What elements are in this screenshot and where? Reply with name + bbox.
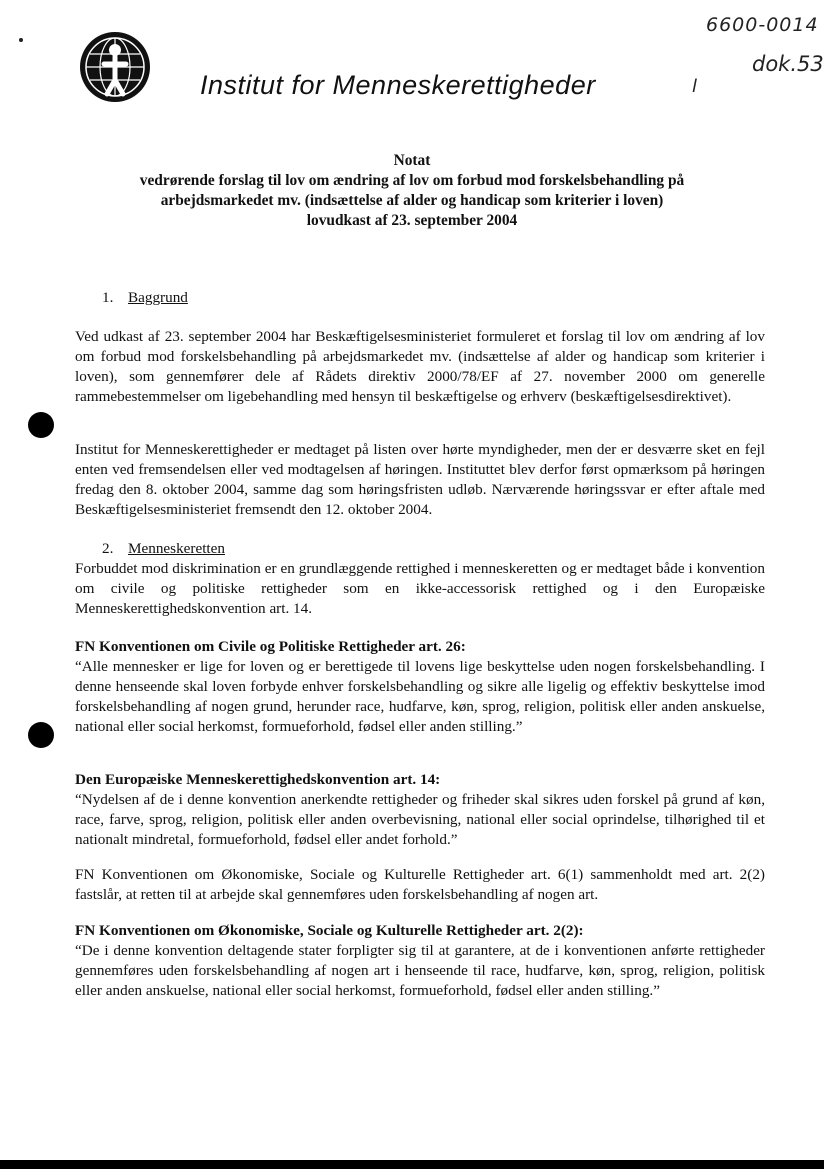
- section-number: 1.: [102, 289, 114, 306]
- memo-heading: [0, 151, 824, 231]
- handwritten-document-ref: dok.53: [752, 52, 824, 76]
- memo-title: Notat: [393, 152, 431, 169]
- institute-logo-icon: [78, 30, 152, 104]
- section-number: 2.: [102, 540, 114, 557]
- paragraph-icescr: FN Konventionen om Økonomiske, Sociale og Kulturelle Rettigheder art. 6(1) sammenholdt med art. 2(2) fastslår, at retten til at arbejde skal gennemføres uden forskelsbehandling af nogen art.: [75, 866, 765, 903]
- quote-icescr-art2: [75, 921, 765, 1001]
- quote-text: “Nydelsen af de i denne konvention anerkendte rettigheder og friheder skal sikres uden forskel på grund af køn, race, farve, sprog, religion, politisk eller anden overbevisning, national eller social oprindelse, tilhørighed til et nationalt mindretal, formueforhold, fødsel eller andet forhold.”: [75, 791, 765, 848]
- quote-text: “Alle mennesker er lige for loven og er berettigede til lovens lige beskyttelse uden nogen forskelsbehandling. I denne henseende skal loven forbyde enhver forskelsbehandling og sikre alle ligelig og effektiv beskyttelse imod forskelsbehandling af nogen grund, herunder race, hudfarve, køn, sprog, religion, politisk eller anden anskuelse, national eller social herkomst, formueforhold, fødsel eller anden stilling.”: [75, 658, 765, 735]
- institute-name: Institut for Menneskerettigheder: [200, 70, 596, 100]
- punch-hole-top: [28, 412, 54, 438]
- quote-heading: Den Europæiske Menneskerettighedskonvention art. 14:: [75, 771, 441, 788]
- paragraph-background-2: Institut for Menneskerettigheder er medtaget på listen over hørte myndigheder, men der er desværre sket en fejl enten ved fremsendelsen eller ved modtagelsen af høringen. Instituttet blev derfor først opmærksom på høringen fredag den 8. oktober 2004, samme dag som høringsfristen udløb. Nærværende høringssvar er efter aftale med Beskæftigelsesministeriet fremsendt den 12. oktober 2004.: [75, 441, 765, 518]
- paragraph-background-1: Ved udkast af 23. september 2004 har Beskæftigelsesministeriet formuleret et forslag til lov om ændring af lov om forbud mod forskelsbehandling på arbejdsmarkedet mv. (indsættelse af alder og handicap som kriterier i loven), som gennemfører dele af Rådets direktiv 2000/78/EF af 27. november 2000 om generelle rammebestemmelser om ligebehandling med hensyn til beskæftigelse og erhverv (beskæftigelsesdirektivet).: [75, 328, 765, 405]
- memo-subject-line-1: vedrørende forslag til lov om ændring af lov om forbud mod forskelsbehandling på: [139, 172, 685, 189]
- quote-echr-art14: [75, 770, 765, 850]
- handwritten-mark: l: [692, 76, 698, 97]
- handwritten-case-number: 6600-0014: [706, 14, 819, 36]
- quote-iccpr-art26: [75, 637, 765, 737]
- scan-bottom-edge: [0, 1160, 824, 1169]
- section-2-heading: [102, 540, 225, 558]
- memo-subject-line-2: arbejdsmarkedet mv. (indsættelse af alder og handicap som kriterier i loven): [160, 192, 664, 209]
- section-1-heading: [102, 289, 188, 307]
- paragraph-human-rights: Forbuddet mod diskrimination er en grundlæggende rettighed i menneskeretten og er medtaget både i konvention om civile og politiske rettigheder som en ikke-accessorisk rettighed og i den Europæiske Menneskerettighedskonvention art. 14.: [75, 560, 765, 617]
- punch-hole-bottom: [28, 722, 54, 748]
- section-title: Baggrund: [128, 289, 188, 306]
- section-title: Menneskeretten: [128, 540, 225, 557]
- quote-heading: FN Konventionen om Økonomiske, Sociale og Kulturelle Rettigheder art. 2(2):: [75, 922, 584, 939]
- quote-text: “De i denne konvention deltagende stater forpligter sig til at garantere, at de i konventionen anførte rettigheder gennemføres uden forskelsbehandling af nogen art i henseende til race, hudfarve, køn, sprog, religion, politisk eller anden anskuelse, national eller social herkomst, formueforhold, fødsel eller anden stilling.”: [75, 942, 765, 999]
- quote-heading: FN Konventionen om Civile og Politiske Rettigheder art. 26:: [75, 638, 466, 655]
- scan-speck: [19, 38, 23, 42]
- memo-subject-date: lovudkast af 23. september 2004: [306, 212, 518, 229]
